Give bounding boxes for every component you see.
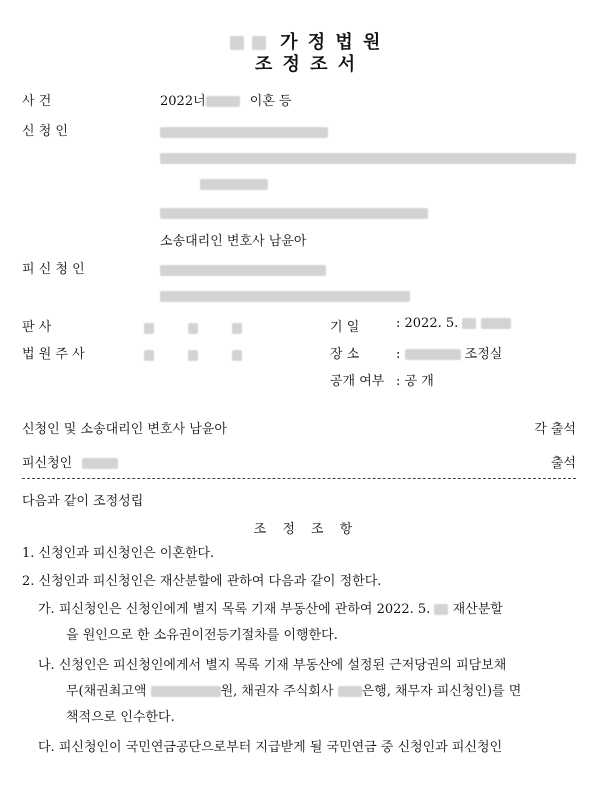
judge-label: 판 사 (22, 320, 52, 335)
term-2-ga-text: 가. 피신청인은 신청인에게 별지 목록 기재 부동산에 관하여 2022. 5. (38, 602, 431, 617)
redacted-court-region (252, 36, 266, 50)
place-value (396, 343, 502, 362)
attendance-row-respondent (22, 452, 576, 471)
attendance-who: 피신청인 (22, 456, 73, 471)
respondent-redacted-2 (160, 286, 410, 305)
place-room: 조정실 (464, 347, 503, 362)
redacted-respondent-name (82, 458, 118, 469)
place-colon: : (396, 347, 401, 362)
term-2-na-line1: 나. 신청인은 피신청인에게서 별지 목록 기재 부동산에 설정된 근저당권의 피담보채 (38, 658, 507, 673)
term-2-ga-line2: 을 원인으로 한 소유권이전등기절차를 이행한다. (66, 628, 338, 643)
terms-heading: 조 정 조 항 (253, 522, 359, 537)
attendance-status: 각 출석 (534, 422, 576, 437)
term-2-na-text-a: 무(채권최고액 (66, 684, 147, 699)
redacted-day (434, 604, 448, 615)
term-2-na-text-b: 원, 채권자 주식회사 (220, 684, 334, 699)
attendance-who: 신청인 및 소송대리인 변호사 남윤아 (22, 422, 227, 437)
applicant-redacted-2 (160, 148, 576, 167)
attendance-status: 출석 (550, 456, 576, 471)
judge-name-redacted (144, 318, 242, 337)
redacted-court-region (230, 36, 244, 50)
term-2-na-line2 (66, 680, 586, 704)
term-2-ga-line1 (38, 598, 586, 622)
respondent-label: 피 신 청 인 (22, 262, 85, 277)
term-2-na-text-c: 은행, 채무자 피신청인)를 면 (361, 684, 522, 699)
redacted-time (481, 318, 511, 329)
public-value: : 공 개 (396, 374, 434, 389)
respondent-redacted-1 (160, 260, 326, 279)
term-2-na-line3: 책적으로 인수한다. (66, 710, 175, 725)
term-2-da-line1: 다. 피신청인이 국민연금공단으로부터 지급받게 될 국민연금 중 신청인과 피신청인 (38, 740, 503, 755)
redacted-day (462, 318, 476, 329)
term-2-ga-reason: 재산분할 (452, 602, 503, 617)
redacted-bank (338, 686, 362, 697)
date-label: 기 일 (330, 320, 360, 335)
term-1: 1. 신청인과 피신청인은 이혼한다. (22, 546, 215, 561)
redacted-case-number (206, 96, 240, 107)
court-title: 가 정 법 원 (280, 32, 383, 53)
public-label: 공개 여부 (330, 374, 385, 389)
case-type: 이혼 등 (249, 94, 292, 109)
applicant-attorney: 소송대리인 변호사 남윤아 (160, 234, 307, 249)
place-label: 장 소 (330, 347, 360, 362)
redacted-place (405, 349, 461, 360)
agreement-line: 다음과 같이 조정성립 (22, 494, 144, 509)
divider (22, 478, 576, 479)
date-value (396, 316, 511, 331)
case-number-prefix: 2022너 (160, 94, 206, 109)
document-title: 조 정 조 서 (254, 54, 358, 75)
case-label: 사 건 (22, 94, 52, 109)
applicant-redacted-1 (160, 122, 328, 141)
applicant-label: 신 청 인 (22, 124, 68, 139)
attendance-row-applicant (22, 418, 576, 437)
date-text: : 2022. 5. (396, 316, 459, 331)
term-2: 2. 신청인과 피신청인은 재산분할에 관하여 다음과 같이 정한다. (22, 574, 382, 589)
clerk-name-redacted (144, 345, 242, 364)
applicant-redacted-3 (200, 174, 268, 193)
clerk-label: 법 원 주 사 (22, 347, 85, 362)
redacted-amount (151, 686, 221, 697)
applicant-redacted-4 (160, 203, 428, 222)
case-value (160, 90, 292, 109)
